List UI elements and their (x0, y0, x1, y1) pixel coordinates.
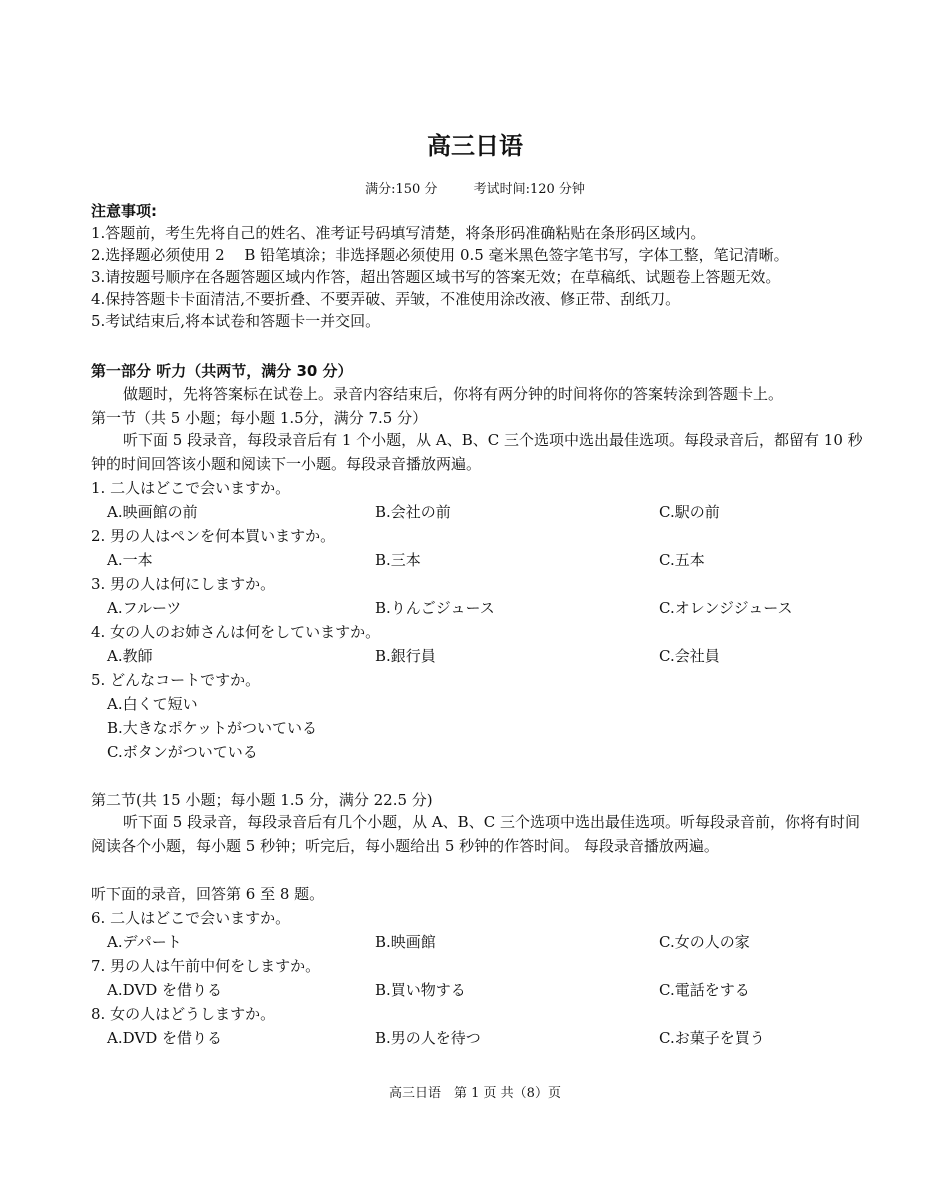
options-8 (91, 1026, 871, 1050)
option-a: A.一本 (107, 551, 153, 569)
notice-item: 2.选择题必须使用 2 B 铅笔填涂；非选择题必须使用 0.5 毫米黑色签字笔书写，字体工整，笔记清晰。 (91, 246, 789, 264)
section2-heading: 第二节(共 15 小题；每小题 1.5 分，满分 22.5 分) (91, 791, 433, 809)
notice-item: 1.答题前，考生先将自己的姓名、准考证号码填写清楚，将条形码准确粘贴在条形码区域内。 (91, 224, 706, 242)
options-4 (91, 644, 871, 668)
option-a: A.教師 (107, 647, 153, 665)
section1-instruction: 听下面 5 段录音，每段录音后有 1 个小题，从 A、B、C 三个选项中选出最佳选项。每段录音后，都留有 10 秒钟的时间回答该小题和阅读下一小题。每段录音播放两遍。 (91, 431, 863, 473)
page-footer: 高三日语 第 1 页 共（8）页 (389, 1086, 561, 1101)
option-a: A.フルーツ (107, 599, 182, 617)
notice-item: 4.保持答题卡卡面清洁,不要折叠、不要弄破、弄皱，不准使用涂改液、修正带、刮纸刀。 (91, 290, 681, 308)
option-a: A.白くて短い (107, 695, 198, 713)
option-a: A.デパート (107, 933, 182, 951)
question-3: 3. 男の人は何にしますか。 (91, 575, 276, 593)
option-b: B.買い物する (375, 981, 466, 999)
part1-instruction: 做题时，先将答案标在试卷上。录音内容结束后，你将有两分钟的时间将你的答案转涂到答题卡上。 (123, 385, 784, 403)
option-b: B.男の人を待つ (375, 1029, 481, 1047)
option-c: C.電話をする (659, 981, 750, 999)
option-c: C.会社員 (659, 647, 720, 665)
option-b: B.映画館 (375, 933, 436, 951)
full-score: 满分:150 分 (365, 182, 438, 197)
notice-heading: 注意事项: (91, 202, 157, 220)
options-2 (91, 548, 871, 572)
option-c: C.ボタンがついている (107, 743, 258, 761)
exam-body (91, 200, 871, 1050)
question-2: 2. 男の人はペンを何本買いますか。 (91, 527, 336, 545)
question-5: 5. どんなコートですか。 (91, 671, 261, 689)
option-b: B.銀行員 (375, 647, 436, 665)
notice-item: 5.考试结束后,将本试卷和答题卡一并交回。 (91, 312, 381, 330)
option-c: C.お菓子を買う (659, 1029, 765, 1047)
group-intro: 听下面的录音，回答第 6 至 8 题。 (91, 885, 325, 903)
option-b: B.三本 (375, 551, 421, 569)
option-b: B.大きなポケットがついている (107, 719, 318, 737)
option-a: A.DVD を借りる (107, 981, 222, 999)
option-c: C.オレンジジュース (659, 599, 793, 617)
option-c: C.駅の前 (659, 503, 720, 521)
option-b: B.りんごジュース (375, 599, 495, 617)
option-c: C.五本 (659, 551, 705, 569)
section2-instruction: 听下面 5 段录音，每段录音后有几个小题，从 A、B、C 三个选项中选出最佳选项。听每段录音前，你将有时间阅读各个小题，每小题 5 秒钟；听完后，每小题给出 5 秒钟的作答时间。 每段录音播放两遍。 (91, 813, 860, 855)
option-b: B.会社の前 (375, 503, 451, 521)
notice-item: 3.请按题号顺序在各题答题区域内作答，超出答题区域书写的答案无效；在草稿纸、试题卷上答题无效。 (91, 268, 781, 286)
section1-heading: 第一节（共 5 小题；每小题 1.5分，满分 7.5 分） (91, 409, 428, 427)
exam-meta (0, 178, 950, 197)
part1-heading: 第一部分 听力（共两节，满分 30 分） (91, 362, 353, 380)
option-a: A.DVD を借りる (107, 1029, 222, 1047)
option-c: C.女の人の家 (659, 933, 750, 951)
question-6: 6. 二人はどこで会いますか。 (91, 909, 291, 927)
option-a: A.映画館の前 (107, 503, 198, 521)
options-6 (91, 930, 871, 954)
options-1 (91, 500, 871, 524)
question-7: 7. 男の人は午前中何をしますか。 (91, 957, 321, 975)
options-3 (91, 596, 871, 620)
options-7 (91, 978, 871, 1002)
question-8: 8. 女の人はどうしますか。 (91, 1005, 276, 1023)
page-title: 高三日语 (427, 132, 523, 160)
exam-time: 考试时间:120 分钟 (473, 182, 585, 197)
question-4: 4. 女の人のお姉さんは何をしていますか。 (91, 623, 381, 641)
question-1: 1. 二人はどこで会いますか。 (91, 479, 291, 497)
